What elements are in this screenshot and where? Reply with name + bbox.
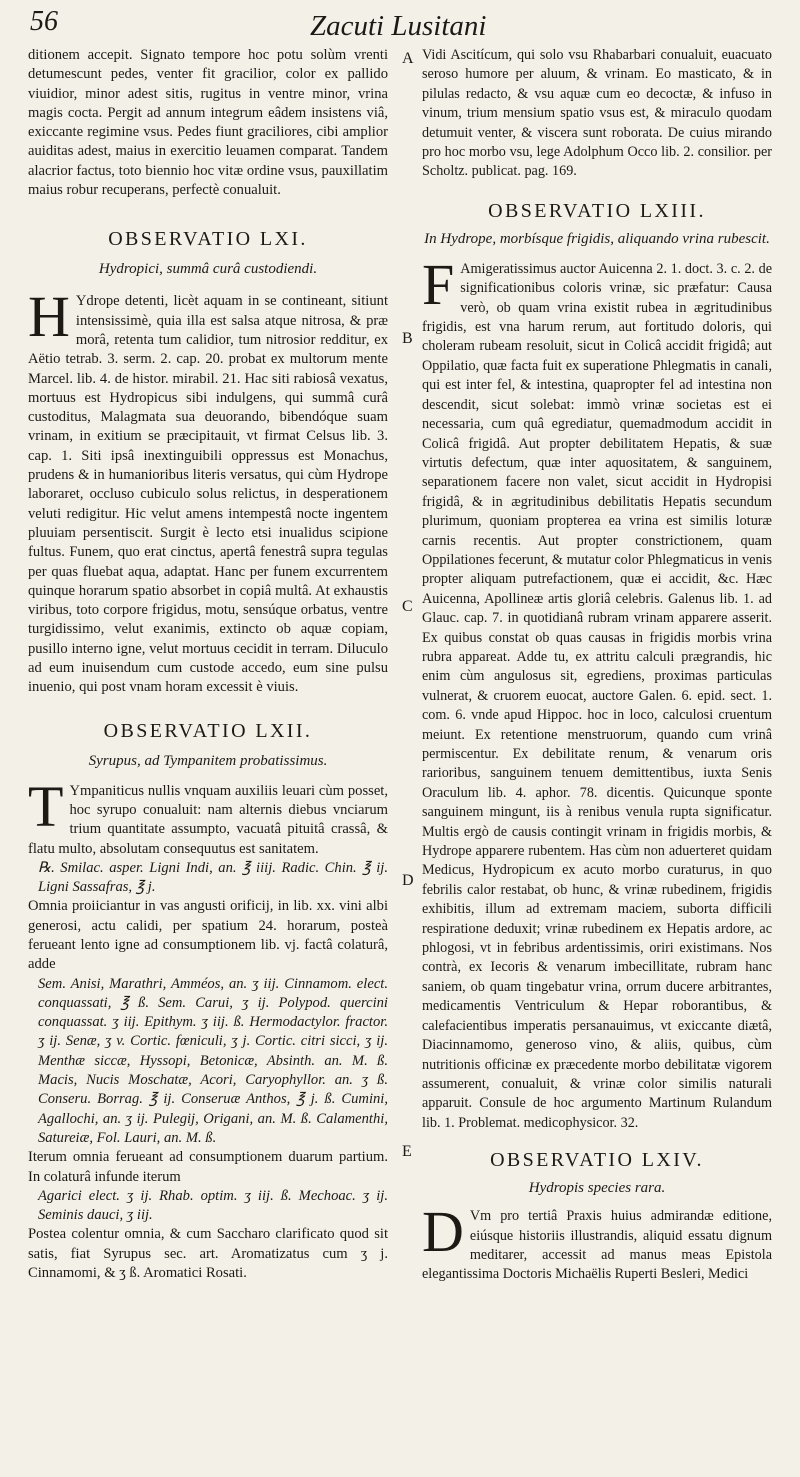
margin-letter-e: E xyxy=(402,1143,412,1160)
drop-cap: T xyxy=(28,773,64,839)
observation-61-body xyxy=(28,284,388,697)
recipe-2: Sem. Anisi, Marathri, Amméos, an. ʒ iij. Cinnamom. elect. conquassati, ℥ ß. Sem. Carui, ʒ ij. Polypod. quercini conquassat. ʒ iij. Epithym. ʒ iij. ß. Hermodactylor. fractor. ʒ ij. Senæ, ʒ v. Cortic. fœniculi, ʒ j. Cortic. citri sicci, ʒ ij. Menthæ siccæ, Hyssopi, Betonicæ, Absinth. an. M. ß. Macis, Nucis Moschatæ, Acori, Caryophyllor. an. ʒ ß. Conseru. Borrag. ℥ ij. Conseruæ Anthos, ℥ j. ß. Cumini, Agallochi, an. ʒ ij. Pulegij, Origani, an. M. ß. Calamenthi, Satureiæ, Fol. Lauri, an. M. ß. xyxy=(38,975,388,1146)
drop-cap: H xyxy=(28,284,70,350)
spacer xyxy=(28,280,388,292)
observation-62-text-2: Omnia proiiciantur in vas angusti orificij, in lib. xx. vini albi generosi, actu calidi, per spatium 24. horarum, posteà ferueant lento igne ad consumptionem lib. vj. factâ colaturâ, adde xyxy=(28,898,388,973)
margin-letter-c: C xyxy=(402,598,413,615)
observation-63-title: OBSERVATIO LXIII. xyxy=(488,199,706,222)
observation-61-text: Ydrope detenti, licèt aquam in se contineant, sitiunt intensissimè, quia illa est salsa atque nitrosa, & præ morâ, retenta tum calidior, tum nitrosior redditur, ex Aëtio tetrab. 3. serm. 2. cap. 20. probat ex multorum mente Marcel. lib. 4. de histor. mirabil. 21. Hac siti rabiosâ vexatus, mortuus est Hydropicus sibi indulgens, qui summâ curâ custoditus, Malagmata sua deuorando, bibendóque suam vrinam, in exitium se præcipitauit, vt firmat Celsus lib. 3. cap. 1. Siti ipsâ inextinguibili oppressus est Monachus, prudens & in humanioribus literis versatus, qui cùm Hydrope laboraret, occluso cubiculo solus relictus, in desperationem veluti redigitur. Hic velut amens intempestâ nocte ingentem pluuiam persentiscit. Surgit è lecto etsi inualidus scipione fultus. Funem, quo erat cinctus, apertâ fenestrâ supra tegulas per quas fluebat aqua, adaptat. Hanc per funem excurrentem quinque horarum spatio absorbet in copiâ multâ. At exhaustis viribus, toto corpore frigidus, motu, sensúque orbatus, ventre turgidissimo, velut exanimis, extincto ob aquæ copiam, pusillo interno igne, velut mortuus cecidit in terram. Diluculo ad eum inuisendum cum custode accedo, eum sine pulsu inuenio, qui post vnam horam excessit è viuis. xyxy=(28,293,388,696)
drop-cap: F xyxy=(422,251,455,317)
observation-62-body xyxy=(28,773,388,859)
spacer xyxy=(422,1133,772,1147)
running-head xyxy=(0,0,800,42)
continued-paragraph-right: Vidi Ascitícum, qui solo vsu Rhabarbari conualuit, euacuato seroso humore per aluum, & vrinam. Eo masticato, & in pilulas redacto, & vsu aquæ cum eo decoctæ, & infuso in vinum, trium mensium spatio vsus est, & miraculo quodam detumuit venter, & viscera sunt roborata. De cuius mirando pro hoc morbo vsu, lege Adolphum Occo lib. 2. consilior. per Scholtz. publicat. pag. 169. xyxy=(422,47,772,180)
spacer xyxy=(28,200,388,226)
observation-63-subtitle: In Hydrope, morbísque frigidis, aliquando vrina rubescit. xyxy=(424,230,770,247)
margin-letter-a: A xyxy=(402,50,414,67)
observation-62-text-4: Postea colentur omnia, & cum Saccharo clarificato quod sit satis, fiat Syrupus sec. art. Aromatizatus cum ʒ j. Cinnamomi, & ʒ ß. Aromatici Rosati. xyxy=(28,1226,388,1282)
observation-64-text: Vm pro tertiâ Praxis huius admirandæ editione, eiúsque historiis illustrandis, aliquid essatu dignum meditarer, accessit ad manus meas Epistola elegantissima Doctoris Michaëlis Ruperti Besleri, Medici xyxy=(422,1208,772,1283)
spacer xyxy=(28,772,388,782)
spacer xyxy=(422,182,772,198)
running-title: Zacuti Lusitani xyxy=(310,10,487,42)
recipe-1: ℞. Smilac. asper. Ligni Indi, an. ℥ iiij. Radic. Chin. ℥ ij. Ligni Sassafras, ℥ j. xyxy=(38,859,388,896)
spacer xyxy=(422,1199,772,1207)
observation-63-text: Amigeratissimus auctor Auicenna 2. 1. doct. 3. c. 2. de significationibus coloris vrinæ, sic præfatur: Causa verò, ob quam vrina existit rubea in ægritudinibus frigidis, est vna harum rerum, aut fortitudo doloris, qui choleram rubeam resoluit, sicut in Colicâ accidit frigidâ; aut Oppilatio, quæ facta fuit ex superatione Phlegmatis in canali, qui est inter fel, & intestina, quapropter fel ad intestina non descendit, sicut solebat: immò vrinæ societas est ei necessaria, cum quâ egrediatur, quemadmodum accidit in Colicâ frigidâ. Aut propter debilitatem Hepatis, & suæ virtutis defectum, quæ inter aquositatem, & sanguinem, separationem facere non valet, sicut accidit in Hydropisi frigidâ, & in ægritudinibus debilitatis Hepatis secundum plurimum, quoniam propterea ea vrina est similis loturæ carnis recentis. Aut propter constrictionem, quam Oppilationes fecerunt, & mutatur color Phlegmaticus in venis propter aliquam putrefactionem, quæ ei accidit, &c. Hæc Auicenna, Apollineæ artis gloriâ celebris. Galenus lib. 1. ad Glauc. cap. 7. in quotidianâ rubram vrinam apparere asserit. Ex quibus constat ob quas causas in frigidis morbis vrina rubra appareat. Adde tu, ex attritu calculi prægrandis, hic enim cùm angulosus sit, egrediens, proximas particulas vulnerat, & cruorem euocat, auctore Galen. 6. epid. sect. 1. com. 6. vnde apud Hippoc. hoc in loco, calculosi cruentum meiunt. Ex retentione menstruorum, quando cum vrinâ permiscentur. Ex debilitate renum, & venarum oris rarioribus, sanguinem tenuem demittentibus, iuxta Senis Oraculum lib. 4. aphor. 78. dicentis. Quicunque sponte sanguinem mingunt, iis à renibus venula rupta significatur. Multis ergò de causis contingit vrinam in frigidis morbis, & Hydrope apparere rubentem. Has cùm non aduerteret quidam Medicus, Hydropicum ex acuto morbo curaturus, in quo febrilis calor restabat, ob hunc, & vrinæ rubedinem, frigidis exhibitis, illum ad extremam maciem, suborta difficili respiratione deduxit; vrinæ rubedinem ex Hepatis ardore, ac phlogosi, vt in febribus ardentissimis, oriri existimans. Nos contrà, ex Iecoris & venarum imbecillitate, rubram hanc saniem, ob quam tingebatur vrina, orrum ducere arbitrantes, medicamentis Ventriculum & Hepar roborantibus, & calefacientibus imperatis persanauimus, vt exiccante diætâ, Diacinnamomo, generoso vino, & aliis, quibus, cùm nutritionis officinæ ex præcedente morbo debilitatæ vigorem assumerent, conualuit, & vrinæ color similis naturali apparuit. Consule de hoc argumento Martinum Rulandum lib. 1. Problemat. medicophysicor. 32. xyxy=(422,260,772,1131)
recipe-3: Agarici elect. ʒ ij. Rhab. optim. ʒ iij. ß. Mechoac. ʒ ij. Seminis dauci, ʒ iij. xyxy=(38,1187,388,1224)
spacer xyxy=(422,250,772,260)
left-column xyxy=(28,46,388,1283)
margin-letter-d: D xyxy=(402,872,414,889)
observation-61-subtitle: Hydropici, summâ curâ custodiendi. xyxy=(98,261,318,278)
spacer xyxy=(28,698,388,718)
observation-64-subtitle: Hydropis species rara. xyxy=(528,1180,666,1197)
observation-64-body xyxy=(422,1199,772,1285)
observation-64-title: OBSERVATIO LXIV. xyxy=(490,1149,704,1172)
observation-63-body xyxy=(422,251,772,1133)
observation-62-text-3: Iterum omnia ferueant ad consumptionem duarum partium. In colaturâ infunde iterum xyxy=(28,1149,388,1185)
drop-cap: D xyxy=(422,1199,464,1265)
observation-61-title: OBSERVATIO LXI. xyxy=(108,228,308,251)
right-column xyxy=(422,46,772,1285)
page-number: 56 xyxy=(30,6,58,37)
observation-62-subtitle: Syrupus, ad Tympanitem probatissimus. xyxy=(88,752,328,769)
continued-paragraph: ditionem accepit. Signato tempore hoc potu solùm vrenti detumescunt pedes, venter fit gracilior, color ex pallido viuidior, minor adest sitis, rugitus in ventre minor, vrina magis cocta. Pergit ad annum integrum eâdem insistens viâ, exiccante regimine vsus. Pedes fiunt graciliores, cibi amplior auiditas adest, maius in exercitio leuamen comparat. Tandem alacrior factus, toto biennio hoc vitæ ordine vsus, pauxillatim maius robur recuperans, perfectè conualuit. xyxy=(28,47,388,199)
margin-letter-b: B xyxy=(402,330,413,347)
observation-62-title: OBSERVATIO LXII. xyxy=(103,719,313,742)
observation-62-text: Ympaniticus nullis vnquam auxiliis leuari cùm posset, hoc syrupo conualuit: nam alternis diebus vnciarum trium quantitate assumpto, vacuatâ pituitâ crassâ, & flatu multo, absolutam consequutus est sanitatem. xyxy=(28,782,388,857)
